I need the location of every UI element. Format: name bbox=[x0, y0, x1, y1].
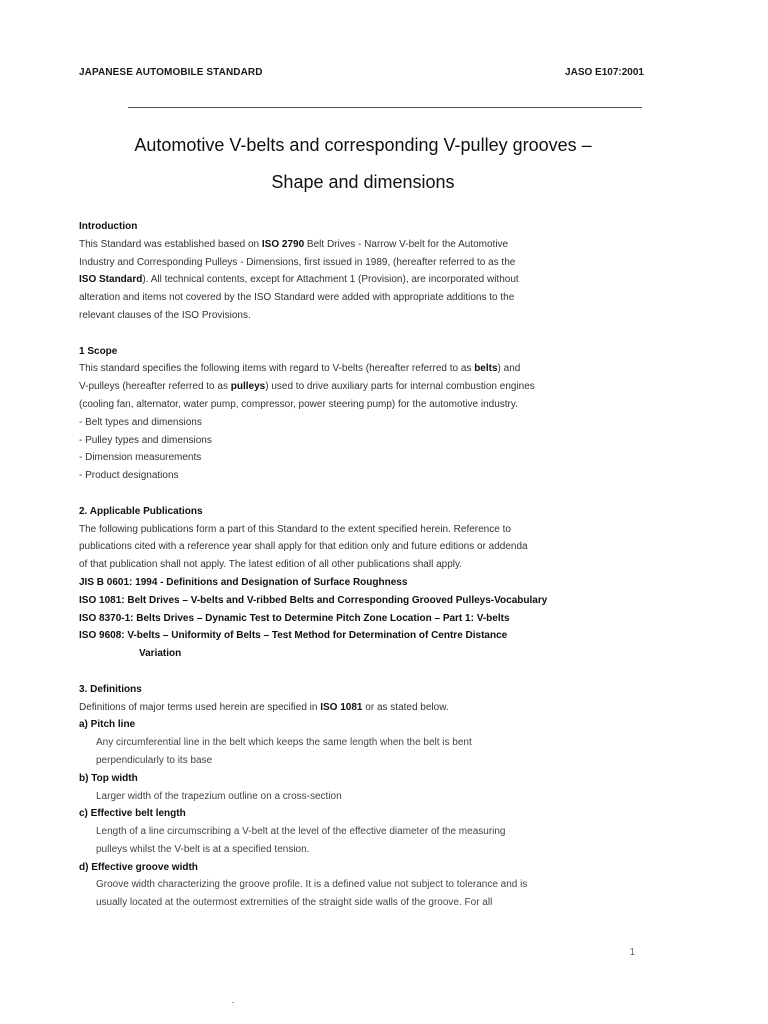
document-body bbox=[79, 218, 649, 912]
text-run: ) and bbox=[497, 363, 521, 375]
document-title-line1: Automotive V-belts and corresponding V-pulley grooves – bbox=[134, 135, 592, 155]
term: pulleys bbox=[230, 381, 266, 393]
definition-text: Length of a line circumscribing a V-belt at the level of the effective diameter of the measuring bbox=[96, 826, 506, 838]
scope-list-item: - Dimension measurements bbox=[79, 452, 202, 464]
definition-term: d) Effective groove width bbox=[79, 861, 198, 873]
publication-reference: ISO 1081: Belt Drives – V-belts and V-ribbed Belts and Corresponding Grooved Pulleys-Vocabulary bbox=[79, 594, 548, 606]
scope-list-item: - Pulley types and dimensions bbox=[79, 434, 212, 446]
iso-ref: ISO 1081 bbox=[320, 701, 363, 713]
text-run: This standard specifies the following items with regard to V-belts (hereafter referred to as bbox=[79, 363, 475, 375]
iso-ref: ISO 2790 bbox=[261, 238, 305, 250]
publications-line: of that publication shall not apply. The latest edition of all other publications shall apply. bbox=[79, 559, 463, 571]
scan-speck bbox=[232, 1002, 234, 1003]
publication-reference-continued: Variation bbox=[139, 648, 182, 660]
publications-heading: 2. Applicable Publications bbox=[79, 505, 203, 517]
text-run: or as stated below. bbox=[362, 701, 449, 713]
text-run: ). All technical contents, except for Attachment 1 (Provision), are incorporated without bbox=[142, 274, 519, 286]
definitions-line bbox=[79, 699, 649, 717]
definition-text: Groove width characterizing the groove profile. It is a defined value not subject to tolerance and is bbox=[96, 879, 528, 891]
text-run: This Standard was established based on bbox=[79, 238, 262, 250]
publications-line: The following publications form a part of this Standard to the extent specified herein. Reference to bbox=[79, 523, 511, 535]
definition-text: Larger width of the trapezium outline on a cross-section bbox=[96, 790, 342, 802]
scope-heading: 1 Scope bbox=[79, 345, 118, 357]
intro-line: alteration and items not covered by the ISO Standard were added with appropriate additions to the bbox=[79, 292, 515, 304]
intro-heading: Introduction bbox=[79, 221, 138, 232]
definition-term: c) Effective belt length bbox=[79, 808, 186, 820]
definitions-heading: 3. Definitions bbox=[79, 683, 142, 695]
publication-reference: ISO 9608: V-belts – Uniformity of Belts – Test Method for Determination of Centre Distance bbox=[79, 630, 508, 642]
definition-text: Any circumferential line in the belt which keeps the same length when the belt is bent bbox=[96, 737, 472, 749]
iso-ref: ISO Standard bbox=[79, 274, 143, 286]
header-divider bbox=[128, 107, 642, 108]
definition-term: a) Pitch line bbox=[79, 719, 136, 731]
term: belts bbox=[474, 363, 498, 375]
scope-line: (cooling fan, alternator, water pump, compressor, power steering pump) for the automotive industry. bbox=[79, 398, 518, 410]
publications-line: publications cited with a reference year shall apply for that edition only and future editions or addenda bbox=[79, 541, 528, 553]
text-run: V-pulleys (hereafter referred to as bbox=[79, 381, 231, 393]
header-publisher: JAPANESE AUTOMOBILE STANDARD bbox=[79, 67, 263, 78]
text-run: Belt Drives - Narrow V-belt for the Automotive bbox=[304, 238, 509, 250]
intro-line bbox=[79, 236, 649, 254]
intro-line: Industry and Corresponding Pulleys - Dimensions, first issued in 1989, (hereafter referred to as the bbox=[79, 256, 516, 268]
scope-line bbox=[79, 378, 649, 396]
intro-line: relevant clauses of the ISO Provisions. bbox=[79, 309, 251, 321]
definition-text: perpendicularly to its base bbox=[96, 754, 213, 766]
scope-list-item: - Product designations bbox=[79, 470, 179, 482]
publication-reference: ISO 8370-1: Belts Drives – Dynamic Test to Determine Pitch Zone Location – Part 1: V-belts bbox=[79, 612, 510, 624]
publication-reference: JIS B 0601: 1994 - Definitions and Designation of Surface Roughness bbox=[79, 576, 408, 588]
text-run: ) used to drive auxiliary parts for internal combustion engines bbox=[265, 381, 535, 393]
document-title-line2: Shape and dimensions bbox=[271, 172, 455, 192]
header-standard-number: JASO E107:2001 bbox=[565, 67, 644, 78]
page-number: 1 bbox=[629, 947, 635, 958]
definition-text: pulleys whilst the V-belt is at a specified tension. bbox=[96, 843, 310, 855]
scope-list-item: - Belt types and dimensions bbox=[79, 416, 202, 428]
definition-term: b) Top width bbox=[79, 772, 138, 784]
text-run: Definitions of major terms used herein are specified in bbox=[79, 701, 321, 713]
definition-text: usually located at the outermost extremities of the straight side walls of the groove. For all bbox=[96, 897, 493, 909]
scope-line bbox=[79, 360, 649, 378]
intro-line bbox=[79, 271, 649, 289]
